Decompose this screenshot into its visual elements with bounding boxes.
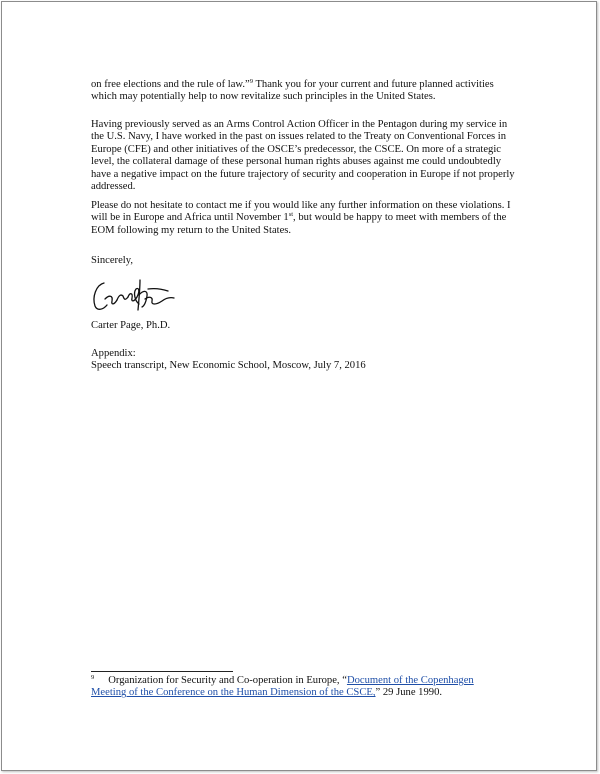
- footnote-text-end: ” 29 June 1990.: [375, 687, 443, 699]
- footnote-reference: 9: [249, 78, 253, 85]
- para3-text-end: , but would be happy to meet with members of the EOM following my return to the United States.: [91, 212, 507, 236]
- paragraph-background: [91, 119, 521, 193]
- closing-salutation: Sincerely,: [91, 255, 133, 266]
- footnote-separator: [91, 671, 233, 672]
- para2-text: Having previously served as an Arms Control Action Officer in the Pentagon during my service in the U.S. Navy, I have worked in the past on issues related to the Treaty on Conventional Forces in Europe (CFE) and other initiatives of the OSCE’s predecessor, the CSCE. On more of a strategic level, the collateral damage of these personal human rights abuses against me could undoubtedly have a negative impact on the future trajectory of security and cooperation in Europe if not properly addressed.: [91, 119, 515, 193]
- para1-text-start: on free elections and the rule of law.”: [91, 79, 250, 90]
- footnote-number: 9: [91, 674, 95, 681]
- paragraph-closing-remarks: [91, 79, 521, 104]
- appendix-label: Appendix:: [91, 348, 136, 359]
- appendix-item: Speech transcript, New Economic School, Moscow, July 7, 2016: [91, 360, 366, 371]
- handwritten-signature: [90, 275, 178, 315]
- document-page: [1, 1, 597, 771]
- ordinal-suffix: st: [288, 211, 294, 219]
- footnote-text-start: Organization for Security and Co-operation in Europe, “: [108, 675, 347, 686]
- para3-text-start: Please do not hesitate to contact me if you would like any further information on these violations. I will be in Europe and Africa until November 1: [91, 200, 511, 224]
- footnote: [91, 675, 511, 700]
- signer-name: Carter Page, Ph.D.: [91, 320, 171, 331]
- paragraph-contact: [91, 200, 521, 237]
- footnote-link[interactable]: Document of the Copenhagen Meeting of the Conference on the Human Dimension of the CSCE,: [91, 675, 474, 699]
- para1-text-end: Thank you for your current and future planned activities which may potentially help to now revitalize such principles in the United States.: [91, 79, 494, 103]
